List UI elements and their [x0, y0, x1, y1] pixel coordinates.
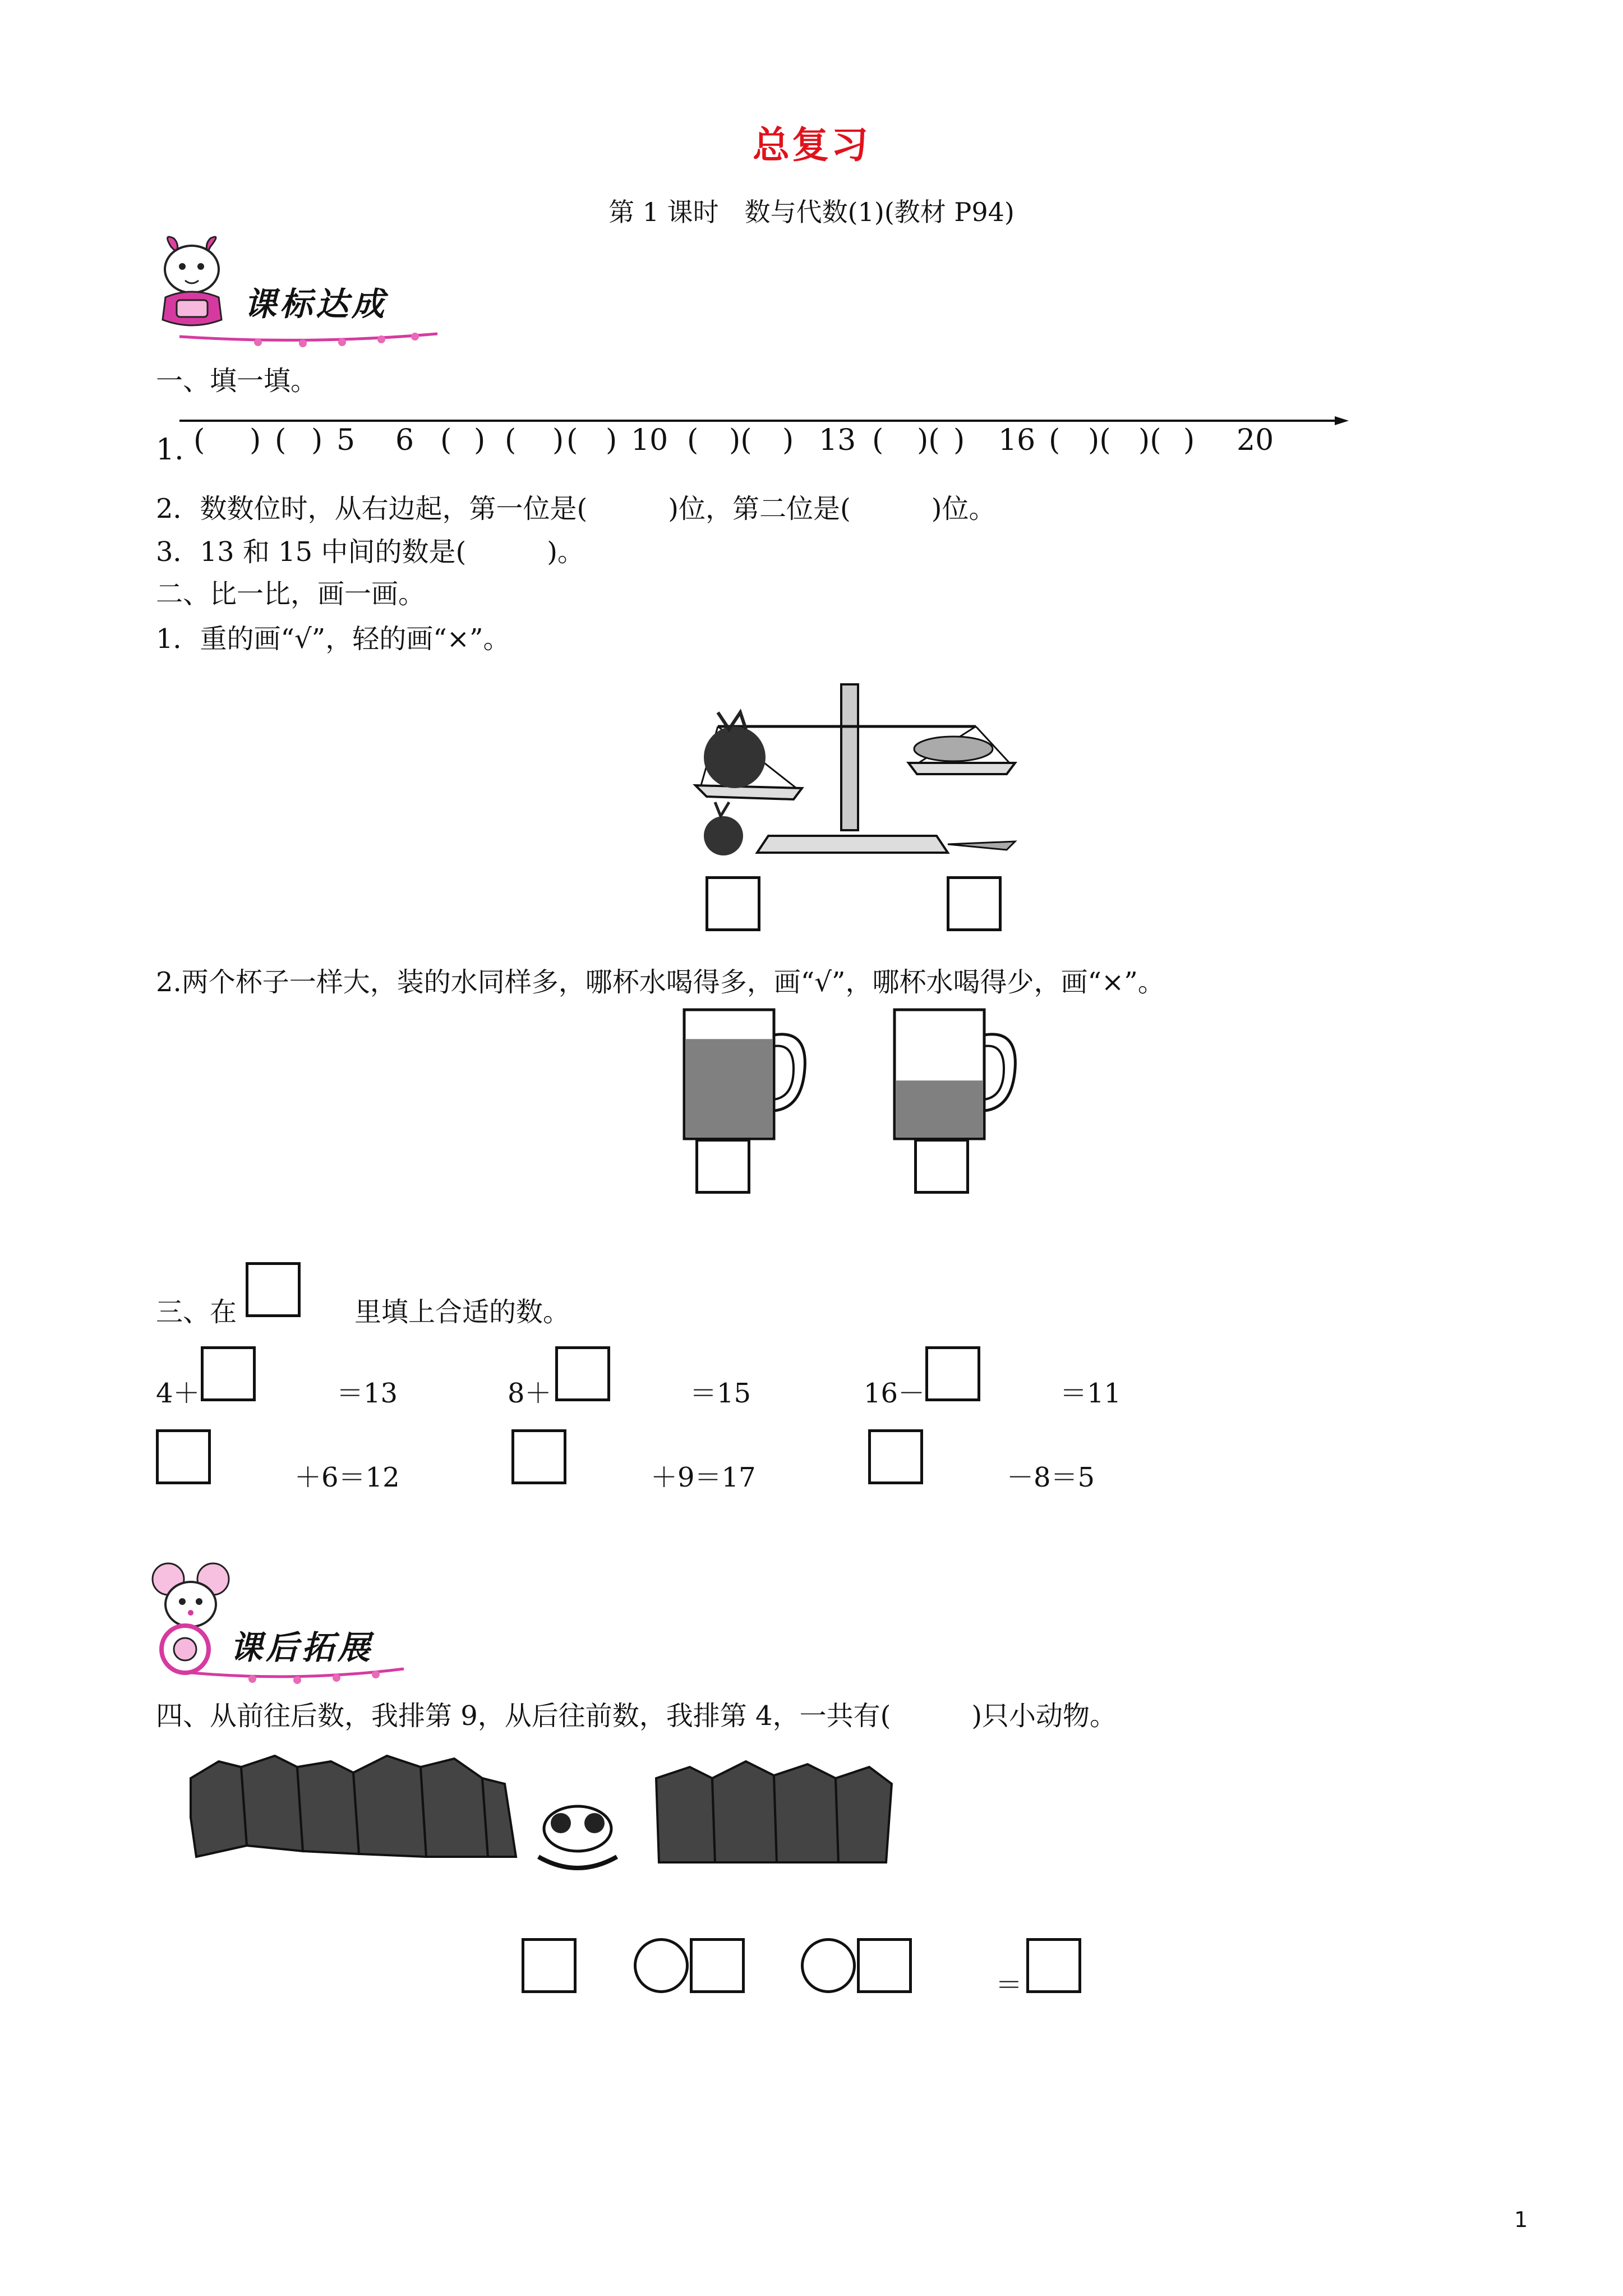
q1-number: 1. [156, 433, 184, 467]
page-title: 总复习 [753, 123, 870, 167]
number-line-label: )( [1138, 424, 1161, 457]
part2-heading: 二、比一比，画一画。 [156, 578, 426, 610]
eq3-prefix: 16－ [864, 1378, 925, 1409]
number-line-label: ) [606, 424, 617, 457]
number-line-label: 6 [395, 424, 414, 457]
raccoon-icon [538, 1806, 617, 1868]
answer-box-cup-right[interactable] [914, 1139, 969, 1194]
number-line-label: ) [1183, 424, 1195, 457]
part4-heading: 四、从前往后数，我排第 9，从后往前数，我排第 4，一共有( )只小动物。 [156, 1700, 1117, 1732]
water-level [686, 1039, 772, 1137]
number-line-label: 16 [998, 424, 1036, 457]
answer-box-carrots[interactable] [947, 876, 1002, 931]
example-box [246, 1262, 301, 1317]
badge-title-2: 课后拓展 [230, 1628, 374, 1667]
number-line-label: ( [275, 424, 287, 457]
part2-q2-text: 2.两个杯子一样大，装的水同样多，哪杯水喝得多，画“√”，哪杯水喝得少，画“×”。 [156, 967, 1165, 998]
page-number: 1 [1514, 2207, 1528, 2232]
number-line-label: ) [782, 424, 794, 457]
eq6-suffix: －8＝5 [1007, 1462, 1095, 1493]
p4-box-2[interactable] [690, 1938, 745, 1993]
number-line-label: ( [1049, 424, 1061, 457]
number-line-label: ( [440, 424, 452, 457]
vine-decoration-icon [174, 1658, 409, 1691]
eq2-prefix: 8＋ [508, 1378, 552, 1409]
eq4-suffix: ＋6＝12 [294, 1462, 400, 1493]
p4-box-result[interactable] [1026, 1938, 1081, 1993]
p4-box-3[interactable] [857, 1938, 912, 1993]
section-badge-1 [151, 230, 443, 353]
number-line-label: )( [729, 424, 752, 457]
number-line-label: ( [566, 424, 578, 457]
number-line-label: ) [250, 424, 261, 457]
number-line-label: 5 [336, 424, 356, 457]
eq2-suffix: ＝15 [690, 1378, 751, 1409]
eq3-suffix: ＝11 [1060, 1378, 1122, 1409]
eq1-box[interactable] [201, 1346, 256, 1401]
cup-right [892, 1007, 1021, 1147]
eq2-box[interactable] [555, 1346, 610, 1401]
number-line-label: 10 [631, 424, 668, 457]
answer-box-cup-left[interactable] [695, 1139, 750, 1194]
eq4-box[interactable] [156, 1429, 211, 1484]
eq5-suffix: ＋9＝17 [651, 1462, 756, 1493]
eq6-box[interactable] [868, 1429, 923, 1484]
number-line-label: ) [474, 424, 486, 457]
number-line-label: ( [687, 424, 699, 457]
p4-operator-circle-2[interactable] [801, 1938, 856, 1993]
number-line-label: ) [953, 424, 965, 457]
badge-title-1: 课标达成 [244, 285, 388, 323]
eq1-prefix: 4＋ [156, 1378, 200, 1409]
p4-equals-sign: ＝ [995, 1970, 1023, 2001]
number-line-label: )( [917, 424, 940, 457]
p4-operator-circle-1[interactable] [634, 1938, 689, 1993]
lesson-subtitle: 第 1 课时 数与代数(1)(教材 P94) [608, 197, 1015, 227]
number-line-label: 20 [1237, 424, 1274, 457]
number-line-label: ( [193, 424, 205, 457]
part2-q1-text: 1．重的画“√”，轻的画“×”。 [156, 623, 510, 655]
number-line-label: ( [872, 424, 884, 457]
section-badge-2 [151, 1559, 409, 1688]
part3-heading-prefix: 三、在 [156, 1296, 237, 1328]
answer-box-radish[interactable] [706, 876, 760, 931]
cup-left [681, 1007, 810, 1147]
eq5-box[interactable] [511, 1429, 566, 1484]
part1-heading: 一、填一填。 [156, 365, 318, 397]
vine-decoration-icon [174, 320, 443, 353]
number-line-label: ) [311, 424, 323, 457]
number-line [179, 409, 1357, 432]
eq3-box[interactable] [925, 1346, 980, 1401]
number-line-label: ( [505, 424, 517, 457]
q3-text: 3．13 和 15 中间的数是( )。 [156, 536, 584, 568]
number-line-label: )( [1088, 424, 1111, 457]
number-line-label: 13 [819, 424, 856, 457]
water-level [896, 1080, 983, 1137]
balance-scale-illustration [684, 673, 1021, 858]
p4-box-1[interactable] [522, 1938, 577, 1993]
q2-text: 2．数数位时，从右边起，第一位是( )位，第二位是( )位。 [156, 493, 996, 524]
number-line-label: ) [552, 424, 564, 457]
eq1-suffix: ＝13 [336, 1378, 398, 1409]
fence-animals-illustration [185, 1745, 925, 1879]
part3-heading-suffix: 里填上合适的数。 [354, 1296, 570, 1328]
